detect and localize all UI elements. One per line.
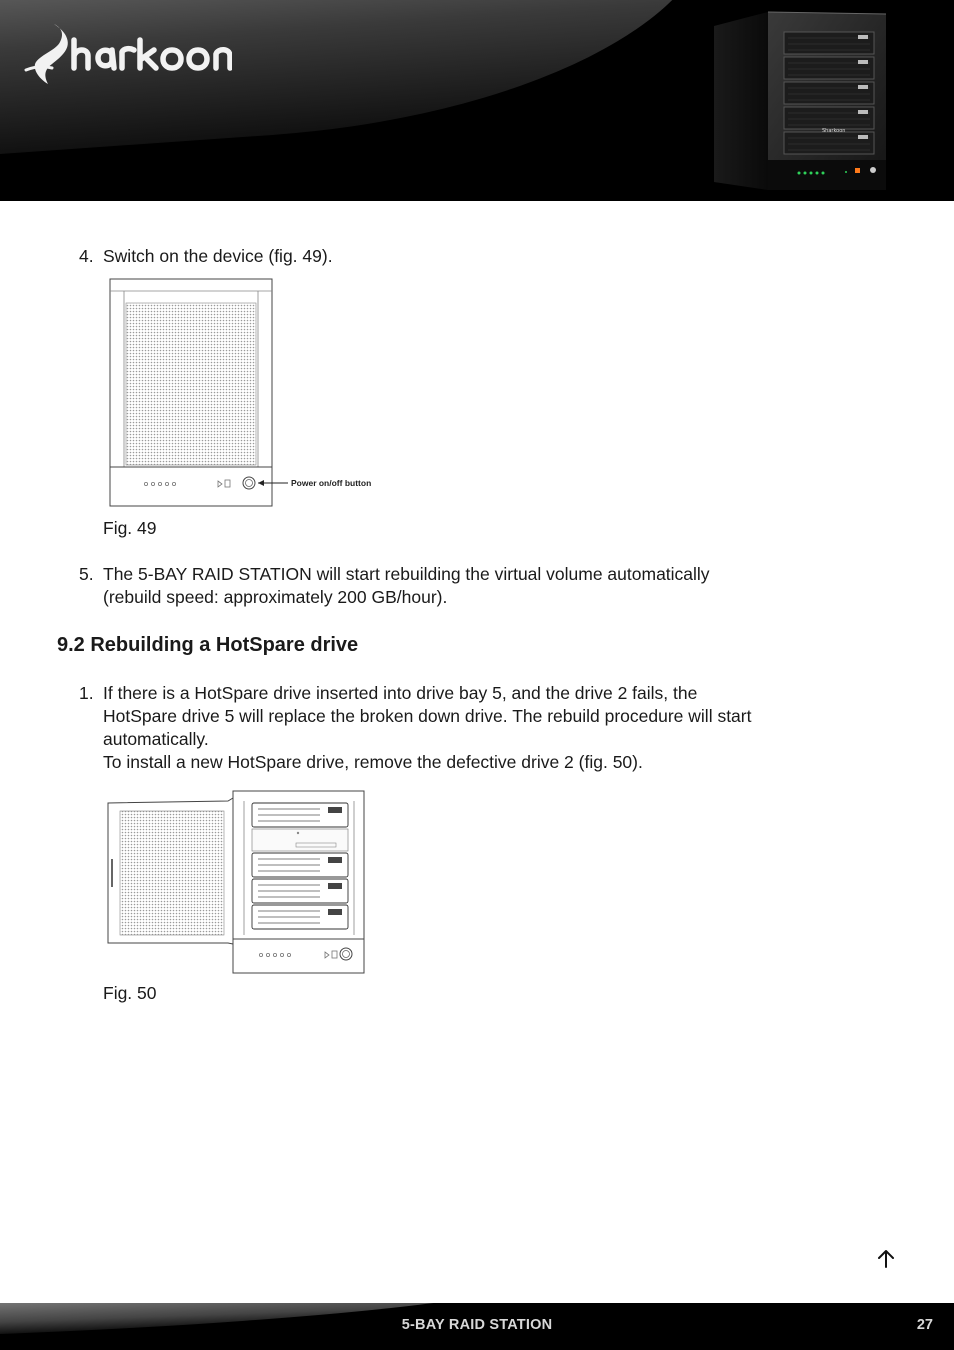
figure-49-device-front <box>108 277 373 509</box>
step-number: 4. <box>79 246 94 266</box>
header-banner <box>0 0 954 201</box>
power-button-callout: Power on/off button <box>291 478 372 488</box>
footer-bar <box>0 1303 954 1350</box>
step-text-line-4: To install a new HotSpare drive, remove the defective drive 2 (fig. 50). <box>103 752 643 772</box>
figure-49-caption: Fig. 49 <box>103 518 157 538</box>
figure-50-open-bays <box>106 789 368 977</box>
step-text-line-1: If there is a HotSpare drive inserted into drive bay 5, and the drive 2 fails, the <box>103 683 698 703</box>
sharkoon-logo <box>22 18 232 98</box>
step-text-line-3: automatically. <box>103 729 209 749</box>
step-text-line-2: HotSpare drive 5 will replace the broken down drive. The rebuild procedure will start <box>103 706 752 726</box>
step-number: 5. <box>79 564 94 584</box>
step-text-line-2: (rebuild speed: approximately 200 GB/hour). <box>103 587 448 607</box>
step-4 <box>79 245 879 268</box>
step-number: 1. <box>79 683 94 703</box>
figure-50-caption: Fig. 50 <box>103 983 157 1003</box>
step-5 <box>79 563 939 609</box>
up-arrow-icon[interactable] <box>876 1247 896 1269</box>
step-text: Switch on the device (fig. 49). <box>103 246 333 266</box>
step-1 <box>79 682 939 774</box>
footer-title: 5-BAY RAID STATION <box>401 1317 553 1333</box>
page-number: 27 <box>916 1317 933 1333</box>
raid-station-photo <box>708 10 890 196</box>
section-heading: 9.2 Rebuilding a HotSpare drive <box>57 634 359 656</box>
step-text-line-1: The 5-BAY RAID STATION will start rebuilding the virtual volume automatically <box>103 564 710 584</box>
svg-text:Sharkoon: Sharkoon <box>822 128 846 134</box>
